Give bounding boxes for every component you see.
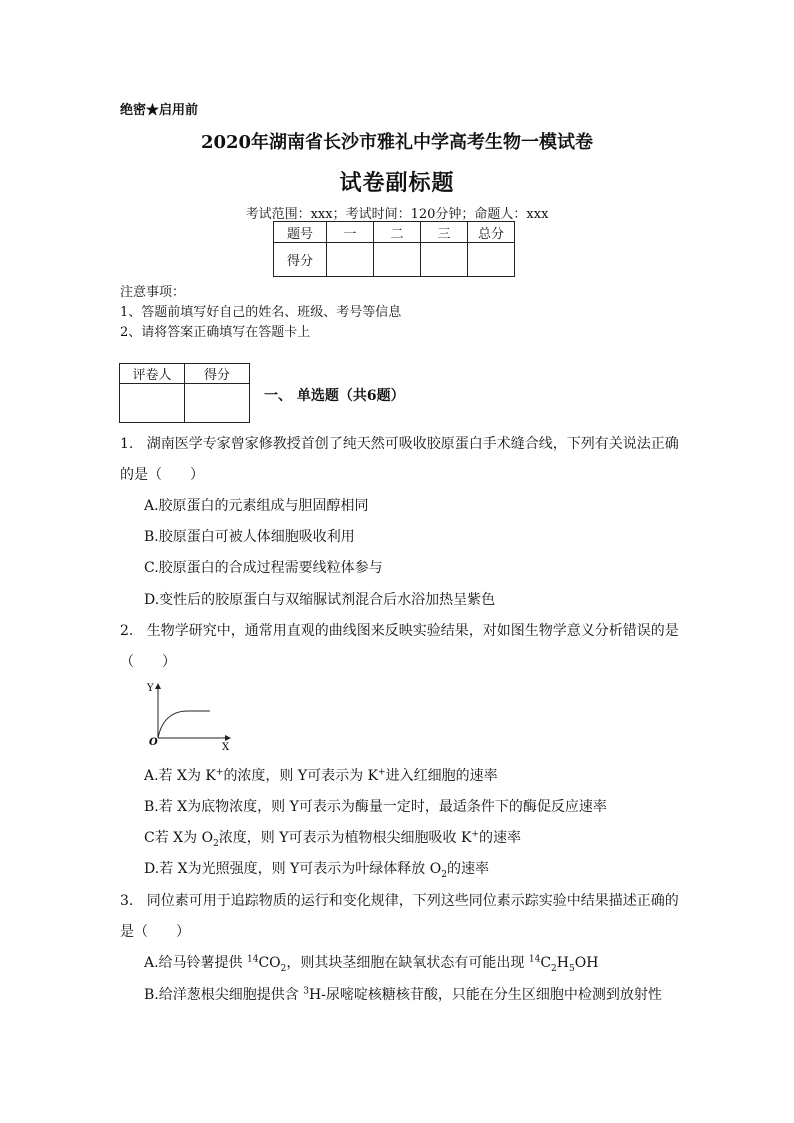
option-d: D.若 X为光照强度，则 Y可表示为叶绿体释放 $O_2$的速率	[144, 861, 489, 880]
exam-info: 考试范围：xxx；考试时间：120分钟；命题人：xxx	[245, 207, 549, 222]
score-header-cell: 总分	[468, 222, 515, 243]
score-row-label: 得分	[274, 243, 327, 277]
question-text: 生物学研究中，通常用直观的曲线图来反映实验结果，对如图生物学意义分析错误的是	[146, 623, 679, 639]
option-d: D.变性后的胶原蛋白与双缩脲试剂混合后水浴加热呈紫色	[144, 592, 496, 608]
note-item: 2、请将答案正确填写在答题卡上	[120, 325, 311, 340]
option-a: A.胶原蛋白的元素组成与胆固醇相同	[144, 498, 369, 514]
y-axis-label: Y	[147, 683, 154, 694]
option-c: C.胶原蛋白的合成过程需要线粒体参与	[144, 560, 383, 576]
question-3-stem-cont: 是（ ）	[120, 924, 190, 940]
question-number: 1.	[120, 436, 134, 452]
question-2-stem-cont: （ ）	[120, 654, 176, 670]
option-a: A.给马铃薯提供 $^{14}CO_2$，则其块茎细胞在缺氧状态有可能出现 $^{14}C_2H_5OH$	[144, 954, 599, 974]
secret-label: 绝密★启用前	[120, 103, 199, 118]
option-b: B.若 X为底物浓度，则 Y可表示为酶量一定时，最适条件下的酶促反应速率	[144, 799, 607, 815]
option-b: B.给洋葱根尖细胞提供含 $^3$H-尿嘧啶核糖核苷酸，只能在分生区细胞中检测到放射性	[144, 986, 662, 1003]
option-b: B.胶原蛋白可被人体细胞吸收利用	[144, 529, 355, 545]
score-header-cell: 题号	[274, 222, 327, 243]
grader-cell	[185, 384, 250, 423]
question-3-stem	[120, 890, 679, 910]
grader-header-cell: 评卷人	[120, 364, 185, 384]
score-header-cell: 二	[374, 222, 421, 243]
exam-title: 2020年湖南省长沙市雅礼中学高考生物一模试卷	[200, 132, 594, 153]
question-text: 同位素可用于追踪物质的运行和变化规律，下列这些同位素示踪实验中结果描述正确的	[146, 893, 679, 909]
curve-figure	[144, 678, 239, 754]
section-heading: 一、 单选题（共6题）	[264, 388, 405, 404]
score-cell	[374, 243, 421, 277]
grader-table	[119, 363, 250, 423]
notes-title: 注意事项：	[120, 285, 186, 300]
question-1-stem	[120, 433, 679, 453]
score-cell	[421, 243, 468, 277]
saturation-curve	[158, 711, 210, 738]
score-cell	[327, 243, 374, 277]
origin-label: O	[149, 737, 158, 748]
x-axis-label: X	[222, 742, 230, 753]
question-2-stem	[120, 620, 679, 640]
note-item: 1、答题前填写好自己的姓名、班级、考号等信息	[120, 305, 402, 320]
score-cell	[468, 243, 515, 277]
score-header-cell: 三	[421, 222, 468, 243]
question-text: 湖南医学专家曾家修教授首创了纯天然可吸收胶原蛋白手术缝合线，下列有关说法正确	[146, 436, 679, 452]
exam-subtitle: 试卷副标题	[339, 170, 455, 196]
grader-cell	[120, 384, 185, 423]
option-a: A.若 X为 K+的浓度，则 Y可表示为 K+进入红细胞的速率	[144, 767, 498, 784]
grader-header-cell: 得分	[185, 364, 250, 384]
score-table	[273, 221, 515, 277]
question-number: 3.	[120, 893, 134, 909]
option-c: C若 X为 $O_2$浓度，则 Y可表示为植物根尖细胞吸收 K+的速率	[144, 829, 521, 849]
score-header-cell: 一	[327, 222, 374, 243]
question-1-stem-cont: 的是（ ）	[120, 467, 204, 483]
question-number: 2.	[120, 623, 134, 639]
